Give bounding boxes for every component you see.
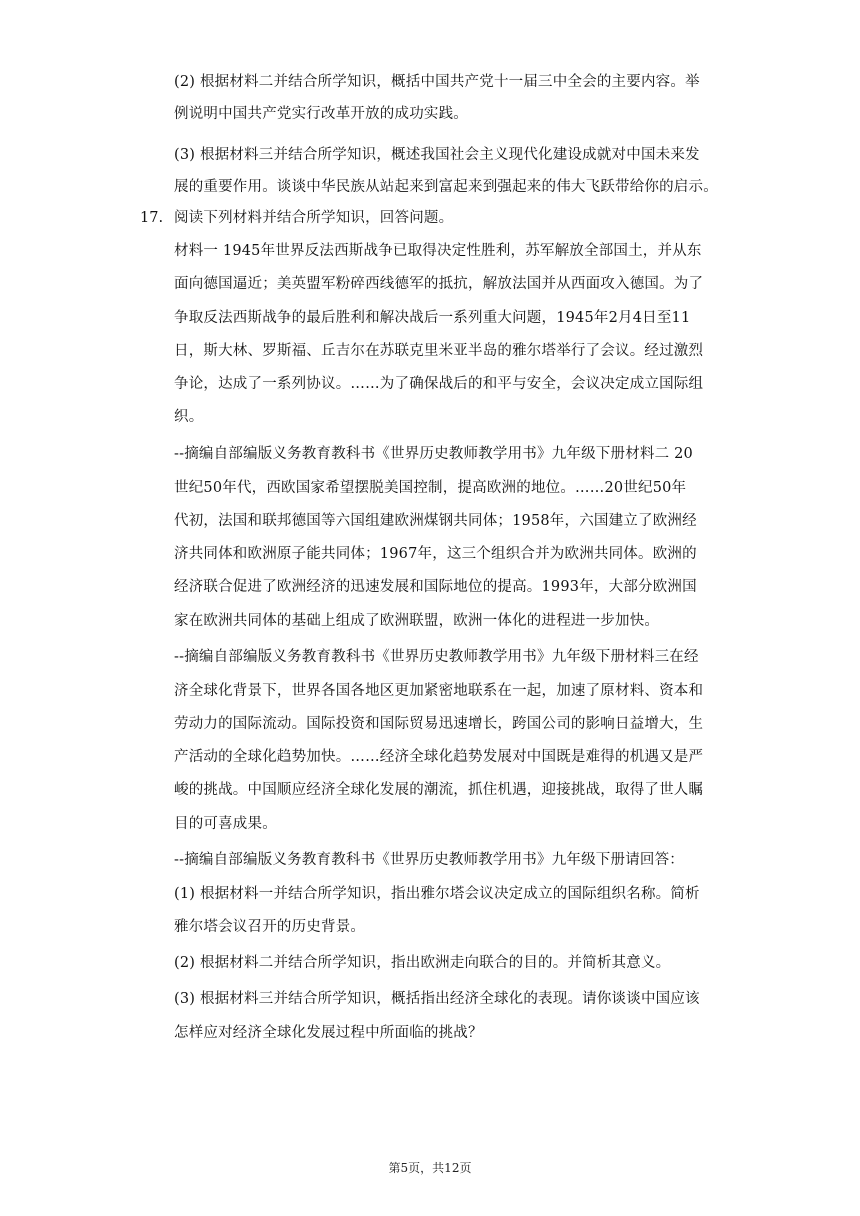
question-prompt: 阅读下列材料并结合所学知识，回答问题。 [174,210,454,226]
material1-line3: 争取反法西斯战争的最后胜利和解决战后一系列重大问题，1945年2月4日至11 [174,310,691,326]
source2-material3-line1: --摘编自部编版义务教育教科书《世界历史教师教学用书》九年级下册材料三在经 [174,649,699,665]
q17-part2-line1: (2) 根据材料二并结合所学知识，指出欧洲走向联合的目的。并简析其意义。 [174,955,671,971]
material1-line6: 织。 [174,409,204,425]
question-number: 17. [140,210,164,226]
material2-line6: 家在欧洲共同体的基础上组成了欧洲联盟，欧洲一体化的进程进一步加快。 [174,613,660,629]
page-footer: 第5页，共12页 [388,1161,472,1175]
source1-material2-line1: --摘编自部编版义务教育教科书《世界历史教师教学用书》九年级下册材料二 20 [174,446,693,462]
material3-line4: 产活动的全球化趋势加快。……经济全球化趋势发展对中国既是难得的机遇又是严 [174,749,704,765]
source3-prompt: --摘编自部编版义务教育教科书《世界历史教师教学用书》九年级下册请回答： [174,852,684,868]
material3-line5: 峻的挑战。中国顺应经济全球化发展的潮流，抓住机遇，迎接挑战，取得了世人瞩 [174,782,704,798]
material2-line2: 世纪50年代，西欧国家希望摆脱美国控制，提高欧洲的地位。……20世纪50年 [174,480,687,496]
material2-line5: 经济联合促进了欧洲经济的迅速发展和国际地位的提高。1993年，大部分欧洲国 [174,579,697,595]
q17-part1-line2: 雅尔塔会议召开的历史背景。 [174,919,366,935]
q17-part1-line1: (1) 根据材料一并结合所学知识，指出雅尔塔会议决定成立的国际组织名称。简析 [174,886,700,902]
q16-part3-line1: (3) 根据材料三并结合所学知识，概述我国社会主义现代化建设成就对中国未来发 [174,147,700,163]
material1-line4: 日，斯大林、罗斯福、丘吉尔在苏联克里米亚半岛的雅尔塔举行了会议。经过激烈 [174,343,704,359]
q16-part2-line1: (2) 根据材料二并结合所学知识，概括中国共产党十一届三中全会的主要内容。举 [174,74,700,90]
material3-line6: 目的可喜成果。 [174,816,277,832]
q16-part2-line2: 例说明中国共产党实行改革开放的成功实践。 [174,106,468,122]
q16-part3-line2: 展的重要作用。谈谈中华民族从站起来到富起来到强起来的伟大飞跃带给你的启示。 [174,179,718,195]
material1-line2: 面向德国逼近；美英盟军粉碎西线德军的抵抗，解放法国并从西面攻入德国。为了 [174,276,704,292]
material1-line5: 争论，达成了一系列协议。……为了确保战后的和平与安全，会议决定成立国际组 [174,376,704,392]
material2-line4: 济共同体和欧洲原子能共同体；1967年，这三个组织合并为欧洲共同体。欧洲的 [174,546,697,562]
material3-line3: 劳动力的国际流动。国际投资和国际贸易迅速增长，跨国公司的影响日益增大，生 [174,716,704,732]
q17-part3-line2: 怎样应对经济全球化发展过程中所面临的挑战？ [174,1025,483,1041]
q17-part3-line1: (3) 根据材料三并结合所学知识，概括指出经济全球化的表现。请你谈谈中国应该 [174,991,700,1007]
material2-line3: 代初，法国和联邦德国等六国组建欧洲煤钢共同体；1958年，六国建立了欧洲经 [174,513,697,529]
material1-line1: 材料一 1945年世界反法西斯战争已取得决定性胜利，苏军解放全部国土，并从东 [174,243,702,259]
material3-line2: 济全球化背景下，世界各国各地区更加紧密地联系在一起，加速了原材料、资本和 [174,683,704,699]
